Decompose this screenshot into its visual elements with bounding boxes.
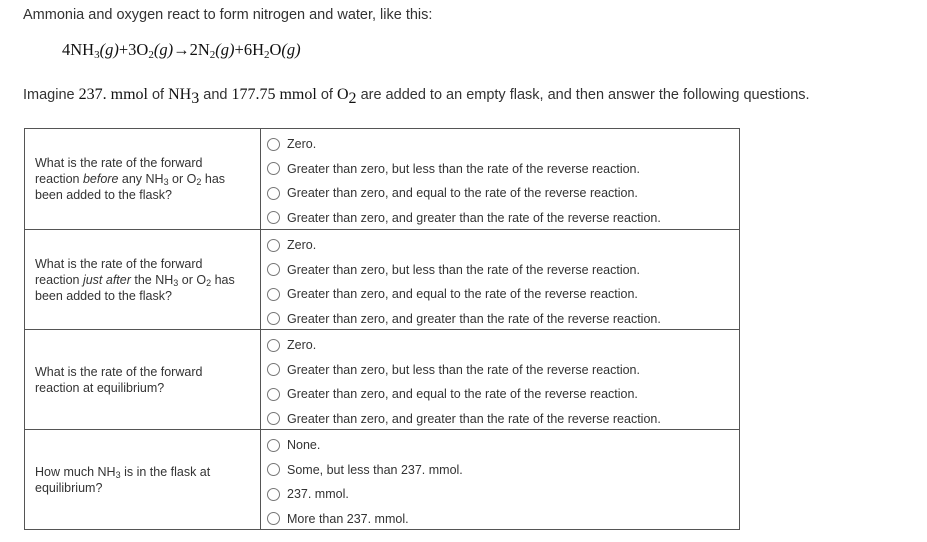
radio-button[interactable] [267,312,280,325]
answer-option[interactable]: Greater than zero, but less than the rate of the reverse reaction. [261,358,739,383]
answer-options [261,430,739,529]
answer-option[interactable]: Greater than zero, but less than the rate of the reverse reaction. [261,157,739,182]
answer-option[interactable]: Zero. [261,132,739,157]
radio-button[interactable] [267,187,280,200]
intro-text: Ammonia and oxygen react to form nitrogen and water, like this: [23,7,433,23]
question-text: How much $NH_3$ is in the flask at equilibrium? [25,430,261,529]
radio-button[interactable] [267,211,280,224]
question-table [24,128,740,530]
radio-button[interactable] [267,512,280,525]
answer-option[interactable]: Greater than zero, and equal to the rate of the reverse reaction. [261,282,739,307]
question-text: What is the rate of the forward reaction at equilibrium? [25,330,261,429]
question-row [25,429,739,529]
answer-option[interactable]: Greater than zero, and equal to the rate of the reverse reaction. [261,382,739,407]
radio-button[interactable] [267,288,280,301]
reaction-equation: $4NH_3(g)+3O_2(g)\to 2N_2(g)+6H_2O(g)$ [62,40,301,61]
radio-button[interactable] [267,162,280,175]
radio-button[interactable] [267,239,280,252]
radio-button[interactable] [267,412,280,425]
answer-options [261,129,739,229]
radio-button[interactable] [267,439,280,452]
radio-button[interactable] [267,488,280,501]
question-text: What is the rate of the forward reaction just after the $NH_3$ or $O_2$ has been added to the flask? [25,230,261,329]
answer-options [261,330,739,429]
answer-option[interactable]: More than 237. mmol. [261,507,739,532]
radio-button[interactable] [267,388,280,401]
answer-option[interactable]: Some, but less than 237. mmol. [261,458,739,483]
answer-options [261,230,739,329]
answer-option[interactable]: Zero. [261,233,739,258]
answer-option[interactable]: None. [261,433,739,458]
radio-button[interactable] [267,339,280,352]
problem-statement: Imagine 237. mmol of $NH_3$ and 177.75 mmol of $O_2$ are added to an empty flask, and then answer the following questions. [23,86,810,107]
question-row [25,129,739,229]
radio-button[interactable] [267,138,280,151]
question-row [25,329,739,429]
answer-option[interactable]: Zero. [261,333,739,358]
answer-option[interactable]: Greater than zero, and equal to the rate of the reverse reaction. [261,181,739,206]
question-row [25,229,739,329]
answer-option[interactable]: Greater than zero, but less than the rate of the reverse reaction. [261,258,739,283]
answer-option[interactable]: Greater than zero, and greater than the rate of the reverse reaction. [261,206,739,231]
radio-button[interactable] [267,263,280,276]
radio-button[interactable] [267,363,280,376]
answer-option[interactable]: Greater than zero, and greater than the rate of the reverse reaction. [261,307,739,332]
answer-option[interactable]: Greater than zero, and greater than the rate of the reverse reaction. [261,407,739,432]
question-text: What is the rate of the forward reaction before any $NH_3$ or $O_2$ has been added to the flask? [25,129,261,229]
radio-button[interactable] [267,463,280,476]
answer-option[interactable]: 237. mmol. [261,482,739,507]
